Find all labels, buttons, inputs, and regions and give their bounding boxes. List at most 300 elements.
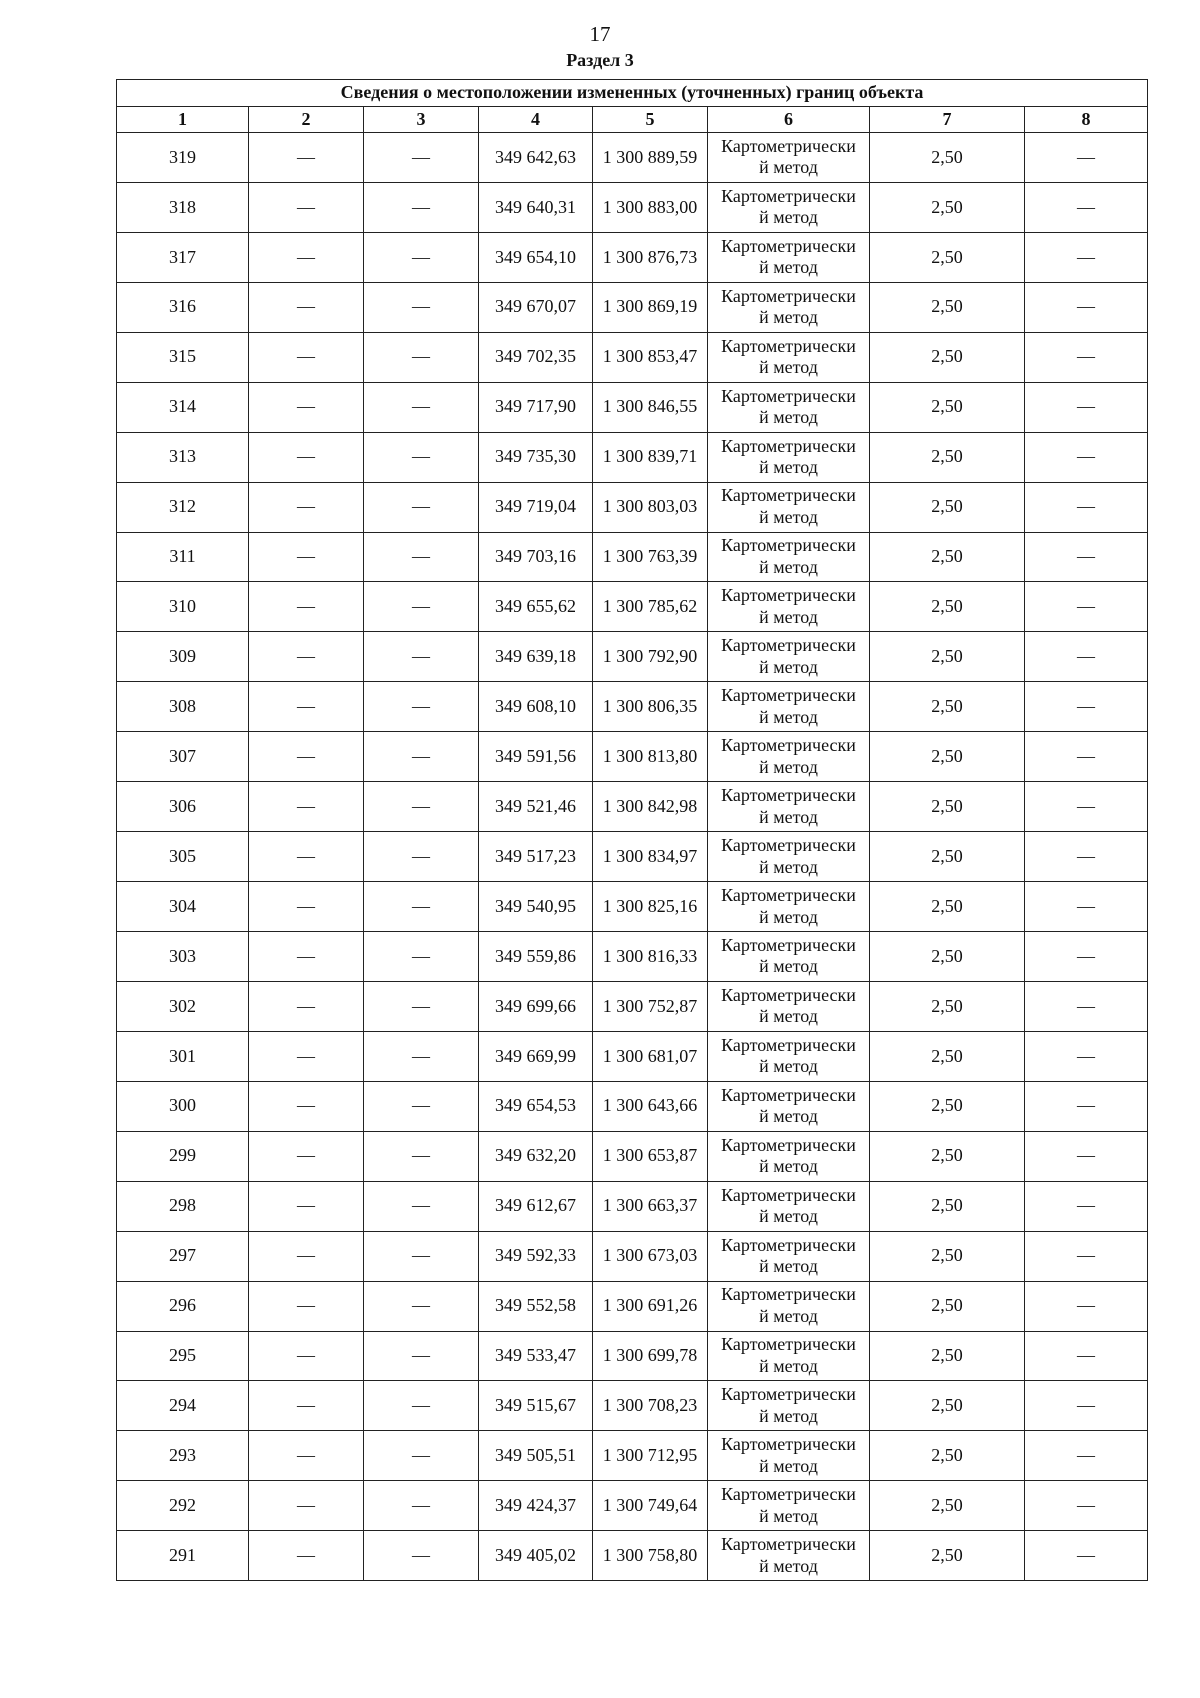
empty-value-cell: — [249, 382, 364, 432]
method-line: й метод [759, 1056, 818, 1077]
accuracy-cell: 2,50 [870, 782, 1025, 832]
table-row [117, 632, 1148, 682]
method-line: Картометрически [721, 1284, 856, 1305]
x-coordinate-cell: 349 592,33 [479, 1231, 593, 1281]
method-line: Картометрически [721, 435, 856, 456]
method-line: Картометрически [721, 285, 856, 306]
method-line: Картометрически [721, 1234, 856, 1255]
method-line: Картометрически [721, 185, 856, 206]
empty-value-cell: — [364, 832, 479, 882]
y-coordinate-cell: 1 300 643,66 [593, 1081, 708, 1131]
method-line: Картометрически [721, 535, 856, 556]
method-line: Картометрически [721, 335, 856, 356]
method-cell [708, 1431, 870, 1481]
empty-value-cell: — [1025, 832, 1148, 882]
method-cell [708, 682, 870, 732]
method-line: Картометрически [721, 635, 856, 656]
method-line: Картометрически [721, 1384, 856, 1405]
empty-value-cell: — [1025, 182, 1148, 232]
accuracy-cell: 2,50 [870, 981, 1025, 1031]
method-line: Картометрически [721, 685, 856, 706]
x-coordinate-cell: 349 702,35 [479, 332, 593, 382]
empty-value-cell: — [1025, 1181, 1148, 1231]
point-number-cell: 316 [117, 282, 249, 332]
method-line: й метод [759, 257, 818, 278]
method-cell [708, 932, 870, 982]
table-row [117, 1381, 1148, 1431]
y-coordinate-cell: 1 300 653,87 [593, 1131, 708, 1181]
empty-value-cell: — [1025, 332, 1148, 382]
empty-value-cell: — [364, 432, 479, 482]
y-coordinate-cell: 1 300 708,23 [593, 1381, 708, 1431]
empty-value-cell: — [364, 1431, 479, 1481]
y-coordinate-cell: 1 300 681,07 [593, 1031, 708, 1081]
accuracy-cell: 2,50 [870, 832, 1025, 882]
empty-value-cell: — [249, 582, 364, 632]
accuracy-cell: 2,50 [870, 1281, 1025, 1331]
method-line: Картометрически [721, 1134, 856, 1155]
point-number-cell: 295 [117, 1331, 249, 1381]
x-coordinate-cell: 349 717,90 [479, 382, 593, 432]
x-coordinate-cell: 349 640,31 [479, 182, 593, 232]
table-row [117, 1531, 1148, 1581]
method-cell [708, 782, 870, 832]
y-coordinate-cell: 1 300 803,03 [593, 482, 708, 532]
accuracy-cell: 2,50 [870, 732, 1025, 782]
method-cell [708, 382, 870, 432]
y-coordinate-cell: 1 300 712,95 [593, 1431, 708, 1481]
x-coordinate-cell: 349 735,30 [479, 432, 593, 482]
table-row [117, 382, 1148, 432]
empty-value-cell: — [364, 382, 479, 432]
method-line: й метод [759, 207, 818, 228]
accuracy-cell: 2,50 [870, 532, 1025, 582]
x-coordinate-cell: 349 591,56 [479, 732, 593, 782]
accuracy-cell: 2,50 [870, 1531, 1025, 1581]
method-cell [708, 832, 870, 882]
accuracy-cell: 2,50 [870, 1231, 1025, 1281]
method-line: Картометрически [721, 385, 856, 406]
empty-value-cell: — [1025, 1031, 1148, 1081]
method-cell [708, 632, 870, 682]
empty-value-cell: — [249, 1231, 364, 1281]
point-number-cell: 298 [117, 1181, 249, 1231]
empty-value-cell: — [1025, 532, 1148, 582]
method-line: Картометрически [721, 835, 856, 855]
method-line: Картометрически [721, 735, 856, 756]
empty-value-cell: — [249, 1431, 364, 1481]
empty-value-cell: — [364, 582, 479, 632]
y-coordinate-cell: 1 300 869,19 [593, 282, 708, 332]
method-line: й метод [759, 556, 818, 577]
accuracy-cell: 2,50 [870, 282, 1025, 332]
accuracy-cell: 2,50 [870, 1481, 1025, 1531]
y-coordinate-cell: 1 300 889,59 [593, 133, 708, 183]
method-cell [708, 282, 870, 332]
accuracy-cell: 2,50 [870, 482, 1025, 532]
empty-value-cell: — [249, 632, 364, 682]
empty-value-cell: — [364, 1531, 479, 1581]
point-number-cell: 318 [117, 182, 249, 232]
y-coordinate-cell: 1 300 839,71 [593, 432, 708, 482]
method-cell [708, 432, 870, 482]
empty-value-cell: — [1025, 382, 1148, 432]
x-coordinate-cell: 349 642,63 [479, 133, 593, 183]
method-cell [708, 232, 870, 282]
accuracy-cell: 2,50 [870, 1381, 1025, 1431]
empty-value-cell: — [1025, 732, 1148, 782]
method-cell [708, 1131, 870, 1181]
boundary-coordinates-table [116, 79, 1148, 1581]
empty-value-cell: — [249, 332, 364, 382]
empty-value-cell: — [1025, 582, 1148, 632]
empty-value-cell: — [1025, 682, 1148, 732]
point-number-cell: 319 [117, 133, 249, 183]
empty-value-cell: — [249, 1331, 364, 1381]
column-number: 7 [870, 107, 1025, 133]
empty-value-cell: — [249, 732, 364, 782]
empty-value-cell: — [1025, 882, 1148, 932]
empty-value-cell: — [1025, 1281, 1148, 1331]
empty-value-cell: — [249, 432, 364, 482]
accuracy-cell: 2,50 [870, 682, 1025, 732]
point-number-cell: 306 [117, 782, 249, 832]
table-row [117, 832, 1148, 882]
x-coordinate-cell: 349 655,62 [479, 582, 593, 632]
y-coordinate-cell: 1 300 749,64 [593, 1481, 708, 1531]
empty-value-cell: — [364, 682, 479, 732]
empty-value-cell: — [249, 1281, 364, 1331]
empty-value-cell: — [1025, 482, 1148, 532]
column-number: 5 [593, 107, 708, 133]
x-coordinate-cell: 349 559,86 [479, 932, 593, 982]
accuracy-cell: 2,50 [870, 882, 1025, 932]
table-row [117, 582, 1148, 632]
method-line: Картометрически [721, 1334, 856, 1355]
empty-value-cell: — [364, 282, 479, 332]
x-coordinate-cell: 349 505,51 [479, 1431, 593, 1481]
y-coordinate-cell: 1 300 752,87 [593, 981, 708, 1031]
x-coordinate-cell: 349 608,10 [479, 682, 593, 732]
accuracy-cell: 2,50 [870, 1131, 1025, 1181]
x-coordinate-cell: 349 654,53 [479, 1081, 593, 1131]
method-line: й метод [759, 157, 818, 178]
x-coordinate-cell: 349 654,10 [479, 232, 593, 282]
method-cell [708, 1531, 870, 1581]
empty-value-cell: — [1025, 1231, 1148, 1281]
x-coordinate-cell: 349 517,23 [479, 832, 593, 882]
empty-value-cell: — [249, 932, 364, 982]
method-line: й метод [759, 656, 818, 677]
empty-value-cell: — [249, 1031, 364, 1081]
column-number: 4 [479, 107, 593, 133]
method-cell [708, 1181, 870, 1231]
table-body [117, 133, 1148, 1581]
y-coordinate-cell: 1 300 792,90 [593, 632, 708, 682]
point-number-cell: 317 [117, 232, 249, 282]
empty-value-cell: — [1025, 1381, 1148, 1431]
method-line: й метод [759, 507, 818, 528]
section-title: Раздел 3 [566, 50, 634, 70]
empty-value-cell: — [364, 782, 479, 832]
empty-value-cell: — [249, 232, 364, 282]
column-number: 1 [117, 107, 249, 133]
empty-value-cell: — [249, 832, 364, 882]
accuracy-cell: 2,50 [870, 932, 1025, 982]
point-number-cell: 292 [117, 1481, 249, 1531]
y-coordinate-cell: 1 300 883,00 [593, 182, 708, 232]
y-coordinate-cell: 1 300 846,55 [593, 382, 708, 432]
method-line: й метод [759, 856, 818, 877]
table-row [117, 182, 1148, 232]
accuracy-cell: 2,50 [870, 332, 1025, 382]
empty-value-cell: — [1025, 1081, 1148, 1131]
method-cell [708, 1031, 870, 1081]
empty-value-cell: — [1025, 1331, 1148, 1381]
point-number-cell: 314 [117, 382, 249, 432]
empty-value-cell: — [1025, 232, 1148, 282]
method-line: Картометрически [721, 1184, 856, 1205]
method-line: й метод [759, 906, 818, 927]
x-coordinate-cell: 349 540,95 [479, 882, 593, 932]
empty-value-cell: — [364, 932, 479, 982]
y-coordinate-cell: 1 300 816,33 [593, 932, 708, 982]
empty-value-cell: — [1025, 1531, 1148, 1581]
method-line: Картометрически [721, 934, 856, 955]
empty-value-cell: — [249, 682, 364, 732]
method-cell [708, 532, 870, 582]
empty-value-cell: — [249, 532, 364, 582]
empty-value-cell: — [249, 1081, 364, 1131]
empty-value-cell: — [364, 1481, 479, 1531]
method-line: й метод [759, 806, 818, 827]
empty-value-cell: — [249, 1531, 364, 1581]
method-cell [708, 882, 870, 932]
table-row [117, 1031, 1148, 1081]
empty-value-cell: — [1025, 782, 1148, 832]
method-cell [708, 732, 870, 782]
method-cell [708, 1231, 870, 1281]
x-coordinate-cell: 349 719,04 [479, 482, 593, 532]
y-coordinate-cell: 1 300 842,98 [593, 782, 708, 832]
y-coordinate-cell: 1 300 806,35 [593, 682, 708, 732]
column-number: 8 [1025, 107, 1148, 133]
empty-value-cell: — [249, 1181, 364, 1231]
x-coordinate-cell: 349 521,46 [479, 782, 593, 832]
page-number: 17 [589, 22, 611, 46]
x-coordinate-cell: 349 670,07 [479, 282, 593, 332]
empty-value-cell: — [249, 782, 364, 832]
empty-value-cell: — [364, 332, 479, 382]
empty-value-cell: — [1025, 282, 1148, 332]
empty-value-cell: — [364, 232, 479, 282]
method-line: й метод [759, 1306, 818, 1327]
x-coordinate-cell: 349 533,47 [479, 1331, 593, 1381]
point-number-cell: 303 [117, 932, 249, 982]
y-coordinate-cell: 1 300 663,37 [593, 1181, 708, 1231]
empty-value-cell: — [364, 532, 479, 582]
method-line: й метод [759, 706, 818, 727]
table-row [117, 882, 1148, 932]
accuracy-cell: 2,50 [870, 582, 1025, 632]
accuracy-cell: 2,50 [870, 632, 1025, 682]
empty-value-cell: — [249, 1131, 364, 1181]
empty-value-cell: — [249, 1381, 364, 1431]
method-line: й метод [759, 1355, 818, 1376]
table-row [117, 482, 1148, 532]
empty-value-cell: — [249, 1481, 364, 1531]
y-coordinate-cell: 1 300 876,73 [593, 232, 708, 282]
point-number-cell: 302 [117, 981, 249, 1031]
y-coordinate-cell: 1 300 763,39 [593, 532, 708, 582]
point-number-cell: 305 [117, 832, 249, 882]
accuracy-cell: 2,50 [870, 1331, 1025, 1381]
empty-value-cell: — [364, 1081, 479, 1131]
x-coordinate-cell: 349 515,67 [479, 1381, 593, 1431]
method-line: й метод [759, 1006, 818, 1027]
y-coordinate-cell: 1 300 853,47 [593, 332, 708, 382]
point-number-cell: 311 [117, 532, 249, 582]
method-cell [708, 1381, 870, 1431]
x-coordinate-cell: 349 612,67 [479, 1181, 593, 1231]
table-row [117, 432, 1148, 482]
method-cell [708, 482, 870, 532]
method-cell [708, 1081, 870, 1131]
empty-value-cell: — [1025, 133, 1148, 183]
method-cell [708, 1331, 870, 1381]
table-row [117, 682, 1148, 732]
empty-value-cell: — [364, 182, 479, 232]
point-number-cell: 294 [117, 1381, 249, 1431]
empty-value-cell: — [364, 1131, 479, 1181]
y-coordinate-cell: 1 300 673,03 [593, 1231, 708, 1281]
method-line: й метод [759, 756, 818, 777]
point-number-cell: 309 [117, 632, 249, 682]
empty-value-cell: — [364, 732, 479, 782]
empty-value-cell: — [1025, 1131, 1148, 1181]
point-number-cell: 315 [117, 332, 249, 382]
method-line: Картометрически [721, 135, 856, 156]
method-cell [708, 133, 870, 183]
empty-value-cell: — [364, 882, 479, 932]
table-row [117, 232, 1148, 282]
empty-value-cell: — [1025, 932, 1148, 982]
empty-value-cell: — [1025, 1431, 1148, 1481]
table-row [117, 1481, 1148, 1531]
column-number-row [117, 107, 1148, 133]
method-cell [708, 182, 870, 232]
point-number-cell: 312 [117, 482, 249, 532]
accuracy-cell: 2,50 [870, 432, 1025, 482]
table-row [117, 532, 1148, 582]
table-row [117, 1231, 1148, 1281]
method-line: й метод [759, 956, 818, 977]
method-cell [708, 981, 870, 1031]
table-row [117, 782, 1148, 832]
empty-value-cell: — [364, 1281, 479, 1331]
column-number: 2 [249, 107, 364, 133]
method-line: Картометрически [721, 1484, 856, 1505]
table-row [117, 981, 1148, 1031]
table-caption: Сведения о местоположении измененных (уточненных) границ объекта [117, 80, 1148, 107]
accuracy-cell: 2,50 [870, 1431, 1025, 1481]
x-coordinate-cell: 349 703,16 [479, 532, 593, 582]
table-row [117, 1131, 1148, 1181]
column-number: 6 [708, 107, 870, 133]
accuracy-cell: 2,50 [870, 133, 1025, 183]
method-line: й метод [759, 1256, 818, 1277]
method-line: й метод [759, 1555, 818, 1576]
table-row [117, 1081, 1148, 1131]
method-line: Картометрически [721, 235, 856, 256]
column-number: 3 [364, 107, 479, 133]
point-number-cell: 307 [117, 732, 249, 782]
x-coordinate-cell: 349 405,02 [479, 1531, 593, 1581]
accuracy-cell: 2,50 [870, 1181, 1025, 1231]
method-line: Картометрически [721, 884, 856, 905]
x-coordinate-cell: 349 639,18 [479, 632, 593, 682]
table-row [117, 133, 1148, 183]
method-line: й метод [759, 1455, 818, 1476]
point-number-cell: 301 [117, 1031, 249, 1081]
y-coordinate-cell: 1 300 758,80 [593, 1531, 708, 1581]
method-line: Картометрически [721, 1034, 856, 1055]
method-line: й метод [759, 357, 818, 378]
empty-value-cell: — [364, 632, 479, 682]
method-cell [708, 582, 870, 632]
table-row [117, 332, 1148, 382]
method-line: Картометрически [721, 585, 856, 606]
empty-value-cell: — [364, 1331, 479, 1381]
point-number-cell: 313 [117, 432, 249, 482]
empty-value-cell: — [364, 482, 479, 532]
empty-value-cell: — [249, 882, 364, 932]
method-cell [708, 1481, 870, 1531]
empty-value-cell: — [364, 981, 479, 1031]
point-number-cell: 308 [117, 682, 249, 732]
empty-value-cell: — [364, 1181, 479, 1231]
table-row [117, 1281, 1148, 1331]
empty-value-cell: — [1025, 632, 1148, 682]
point-number-cell: 299 [117, 1131, 249, 1181]
accuracy-cell: 2,50 [870, 1031, 1025, 1081]
point-number-cell: 296 [117, 1281, 249, 1331]
y-coordinate-cell: 1 300 699,78 [593, 1331, 708, 1381]
table-row [117, 1331, 1148, 1381]
method-line: й метод [759, 407, 818, 428]
method-line: Картометрически [721, 785, 856, 806]
x-coordinate-cell: 349 424,37 [479, 1481, 593, 1531]
point-number-cell: 291 [117, 1531, 249, 1581]
empty-value-cell: — [1025, 981, 1148, 1031]
x-coordinate-cell: 349 699,66 [479, 981, 593, 1031]
y-coordinate-cell: 1 300 691,26 [593, 1281, 708, 1331]
empty-value-cell: — [364, 1031, 479, 1081]
table-row [117, 732, 1148, 782]
method-line: й метод [759, 1405, 818, 1426]
method-line: Картометрически [721, 485, 856, 506]
method-cell [708, 1281, 870, 1331]
empty-value-cell: — [364, 1381, 479, 1431]
empty-value-cell: — [1025, 432, 1148, 482]
point-number-cell: 300 [117, 1081, 249, 1131]
table-row [117, 1431, 1148, 1481]
y-coordinate-cell: 1 300 825,16 [593, 882, 708, 932]
empty-value-cell: — [249, 482, 364, 532]
point-number-cell: 304 [117, 882, 249, 932]
method-line: й метод [759, 1505, 818, 1526]
y-coordinate-cell: 1 300 785,62 [593, 582, 708, 632]
